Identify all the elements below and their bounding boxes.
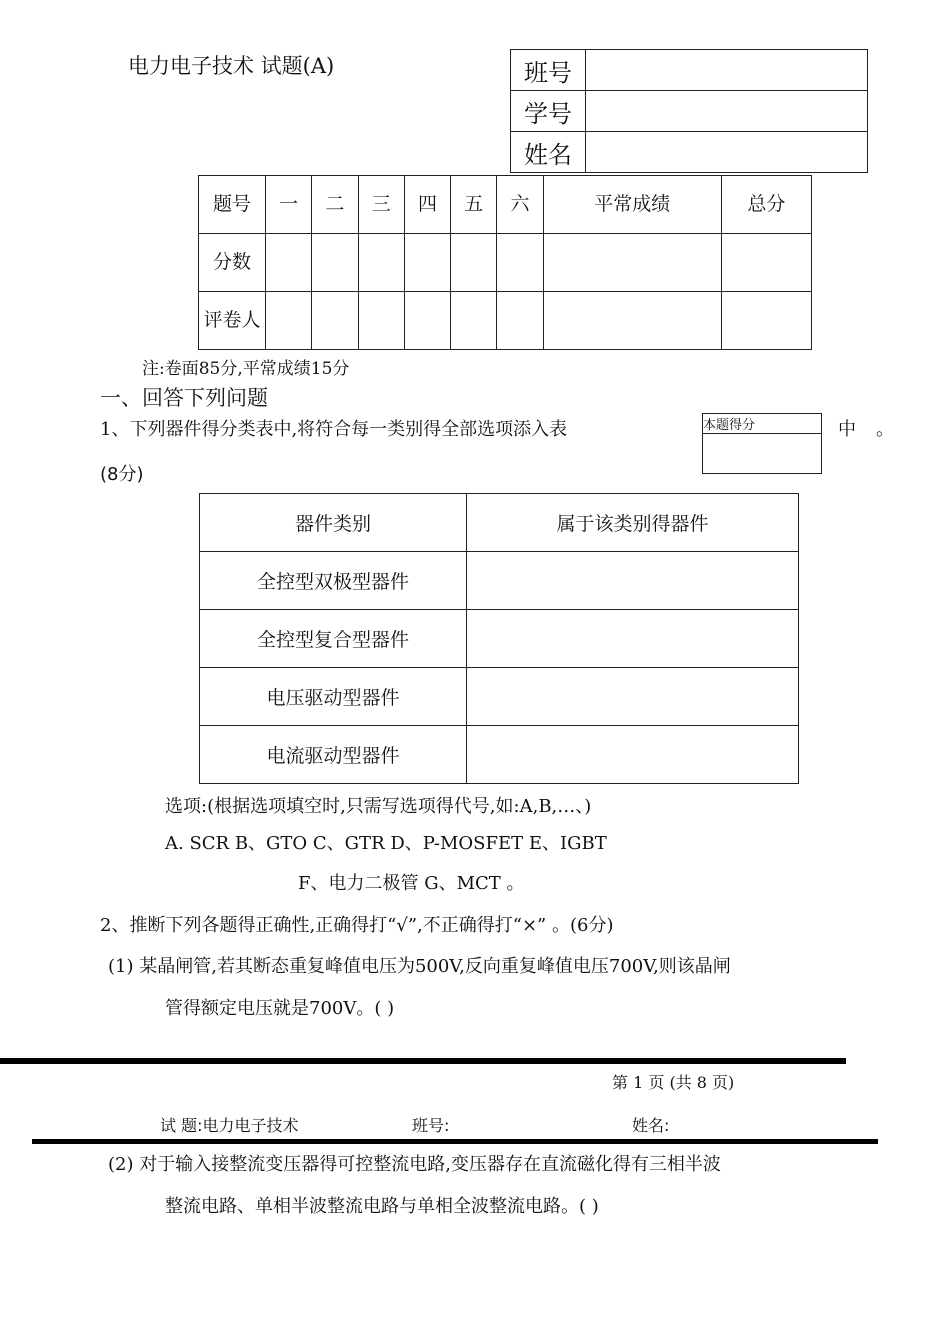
score-col-1: 一 [266,176,312,234]
exam-title: 电力电子技术 试题(A) [128,54,335,78]
grader-cell[interactable] [404,292,450,350]
device-category: 电流驱动型器件 [200,726,467,784]
score-row-label-question: 题号 [199,176,266,234]
options-line-2: F、电力二极管 G、MCT 。 [298,873,525,894]
device-category: 电压驱动型器件 [200,668,467,726]
score-cell[interactable] [266,234,312,292]
score-col-6: 六 [497,176,543,234]
student-number-label: 学号 [511,91,586,132]
score-col-2: 二 [312,176,358,234]
header-rule [32,1139,878,1144]
score-cell[interactable] [312,234,358,292]
name-field[interactable] [586,132,868,173]
question-2-item-2-line-1: (2) 对于输入接整流变压器得可控整流电路,变压器存在直流磁化得有三相半波 [108,1154,721,1175]
next-page-subject: 试 题:电力电子技术 [160,1116,299,1135]
grader-cell[interactable] [312,292,358,350]
score-cell[interactable] [543,234,721,292]
class-number-field[interactable] [586,50,868,91]
grader-cell[interactable] [721,292,811,350]
student-id-box [510,49,868,173]
device-table-header-category: 器件类别 [200,494,467,552]
device-category: 全控型双极型器件 [200,552,467,610]
score-col-5: 五 [451,176,497,234]
device-answer-field[interactable] [467,668,799,726]
score-cell[interactable] [404,234,450,292]
score-row-label-score: 分数 [199,234,266,292]
score-col-4: 四 [404,176,450,234]
score-col-3: 三 [358,176,404,234]
question-score-label: 本题得分 [703,414,822,434]
question-1-text: 1、下列器件得分类表中,将符合每一类别得全部选项添入表 [100,419,568,440]
question-1-period: 。 [876,419,894,440]
question-2-text: 2、推断下列各题得正确性,正确得打“√”,不正确得打“×” 。(6分) [100,915,614,936]
options-line-1: A. SCR B、GTO C、GTR D、P-MOSFET E、IGBT [165,833,607,854]
name-label: 姓名 [511,132,586,173]
score-table [198,175,812,350]
question-1-tail: 中 [838,419,856,440]
score-cell[interactable] [451,234,497,292]
page-number: 第 1 页 (共 8 页) [612,1073,735,1092]
device-category: 全控型复合型器件 [200,610,467,668]
question-2-item-1-line-1: (1) 某晶闸管,若其断态重复峰值电压为500V,反向重复峰值电压700V,则该晶闸 [108,956,731,977]
score-col-regular: 平常成绩 [543,176,721,234]
score-row-label-grader: 评卷人 [199,292,266,350]
score-cell[interactable] [358,234,404,292]
grader-cell[interactable] [543,292,721,350]
score-col-total: 总分 [721,176,811,234]
device-answer-field[interactable] [467,726,799,784]
question-score-box [702,413,822,474]
question-2-item-1-line-2: 管得额定电压就是700V。( ) [165,998,395,1019]
next-page-name-label: 姓名: [632,1116,670,1135]
section-1-heading: 一、回答下列问题 [100,386,268,410]
page-divider [0,1058,846,1064]
device-answer-field[interactable] [467,552,799,610]
score-note: 注:卷面85分,平常成绩15分 [142,359,350,379]
grader-cell[interactable] [266,292,312,350]
question-2-item-2-line-2: 整流电路、单相半波整流电路与单相全波整流电路。( ) [165,1196,599,1217]
device-table-header-devices: 属于该类别得器件 [467,494,799,552]
grader-cell[interactable] [358,292,404,350]
question-score-field[interactable] [703,434,822,474]
student-number-field[interactable] [586,91,868,132]
score-cell[interactable] [497,234,543,292]
grader-cell[interactable] [497,292,543,350]
next-page-class-label: 班号: [412,1116,450,1135]
options-note: 选项:(根据选项填空时,只需写选项得代号,如:A,B,…、) [165,796,592,817]
device-answer-field[interactable] [467,610,799,668]
device-classification-table [199,493,799,784]
class-number-label: 班号 [511,50,586,91]
score-cell[interactable] [721,234,811,292]
question-1-points: (8分) [100,464,144,485]
grader-cell[interactable] [451,292,497,350]
